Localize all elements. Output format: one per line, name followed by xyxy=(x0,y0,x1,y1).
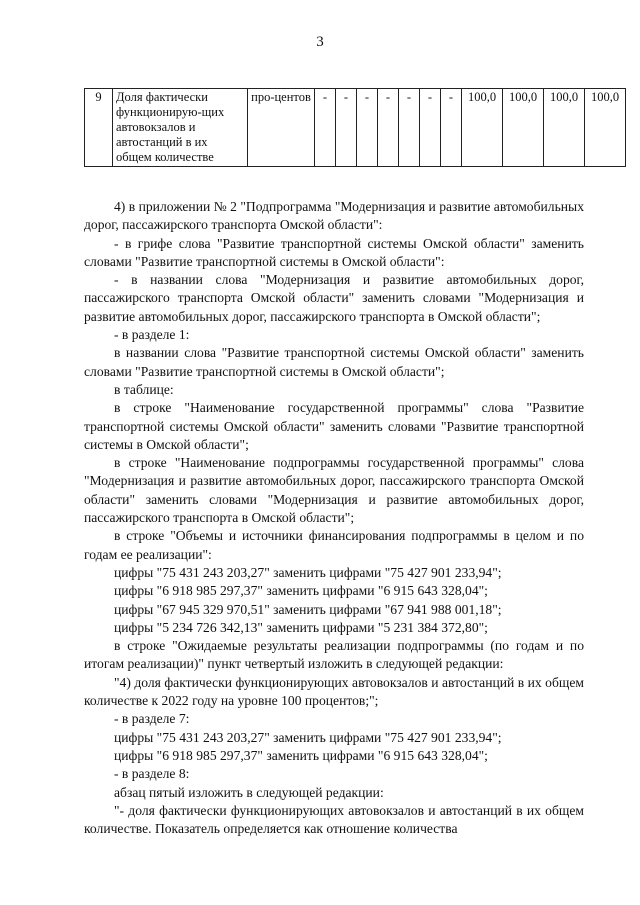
paragraph: в строке "Ожидаемые результаты реализации подпрограммы (по годам и по итогам реализации)" пункт четвертый изложить в следующей редакции: xyxy=(84,638,584,672)
paragraph: цифры "5 234 726 342,13" заменить цифрами "5 231 384 372,80"; xyxy=(114,619,488,635)
paragraph: цифры "67 945 329 970,51" заменить цифрами "67 941 988 001,18"; xyxy=(114,601,502,617)
paragraph: - в названии слова "Модернизация и развитие автомобильных дорог, пассажирского транспорта Омской области" заменить словами "Модернизация и развитие автомобильных дорог, пассажирского транспорта в Омской области"; xyxy=(84,272,584,324)
paragraph: - в разделе 1: xyxy=(114,327,190,343)
value-cell: 100,0 xyxy=(503,89,544,167)
paragraph: цифры "75 431 243 203,27" заменить цифрами "75 427 901 233,94"; xyxy=(114,564,502,580)
table-row xyxy=(85,89,626,167)
paragraph: цифры "6 918 985 297,37" заменить цифрами "6 915 643 328,04"; xyxy=(114,747,488,763)
paragraph: в строке "Наименование государственной программы" слова "Развитие транспортной системы Омской области" заменить словами "Развитие транспортной системы в Омской области"; xyxy=(84,400,584,452)
value-cell: - xyxy=(378,89,399,167)
value-cell: - xyxy=(357,89,378,167)
page-number: 3 xyxy=(316,34,324,50)
paragraph: - в разделе 7: xyxy=(114,711,190,727)
paragraph: в строке "Наименование подпрограммы государственной программы" слова "Модернизация и развитие автомобильных дорог, пассажирского транспорта Омской области" заменить словами "Модернизация и развитие автомобильных дорог, пассажирского транспорта в Омской области"; xyxy=(84,455,584,526)
paragraph: абзац пятый изложить в следующей редакции: xyxy=(114,784,384,800)
indicator-name: Доля фактически функционирую-щих автовокзалов и автостанций в их общем количестве xyxy=(113,89,248,167)
paragraph: в строке "Объемы и источники финансирования подпрограммы в целом и по годам ее реализации": xyxy=(84,528,584,562)
value-cell: 100,0 xyxy=(544,89,585,167)
row-number: 9 xyxy=(85,89,113,167)
paragraph: в таблице: xyxy=(114,381,174,397)
body-text xyxy=(84,198,584,838)
value-cell: - xyxy=(420,89,441,167)
paragraph: "4) доля фактически функционирующих автовокзалов и автостанций в их общем количестве к 2022 году на уровне 100 процентов;"; xyxy=(84,674,584,709)
value-cell: - xyxy=(336,89,357,167)
paragraph: "- доля фактически функционирующих автовокзалов и автостанций в их общем количестве. Показатель определяется как отношение количества xyxy=(84,802,584,837)
paragraph: цифры "6 918 985 297,37" заменить цифрами "6 915 643 328,04"; xyxy=(114,583,488,599)
unit-cell: про-центов xyxy=(248,89,315,167)
paragraph: - в грифе слова "Развитие транспортной системы Омской области" заменить словами "Развитие транспортной системы в Омской области": xyxy=(84,235,584,269)
value-cell: - xyxy=(399,89,420,167)
value-cell: 100,0 xyxy=(585,89,626,167)
value-cell: - xyxy=(441,89,462,167)
paragraph: 4) в приложении № 2 "Подпрограмма "Модернизация и развитие автомобильных дорог, пассажирского транспорта Омской области": xyxy=(84,199,584,233)
paragraph: - в разделе 8: xyxy=(114,766,190,782)
paragraph: цифры "75 431 243 203,27" заменить цифрами "75 427 901 233,94"; xyxy=(114,729,502,745)
value-cell: 100,0 xyxy=(462,89,503,167)
value-cell: - xyxy=(315,89,336,167)
paragraph: в названии слова "Развитие транспортной системы Омской области" заменить словами "Развитие транспортной системы в Омской области"; xyxy=(84,345,584,379)
indicator-table xyxy=(84,88,626,167)
